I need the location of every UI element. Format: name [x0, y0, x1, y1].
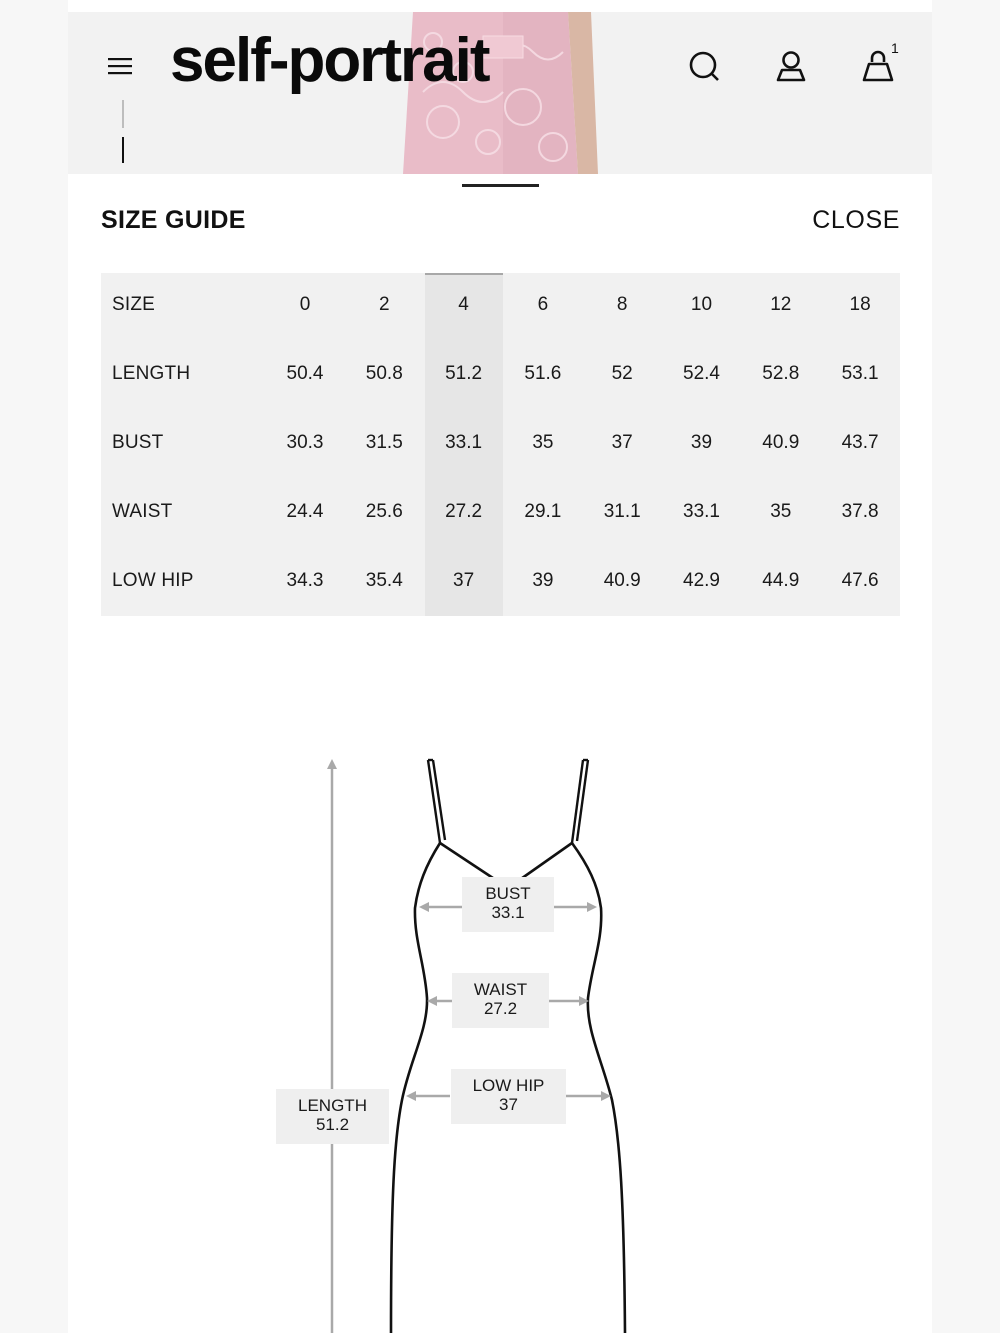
- row-label: BUST: [112, 432, 164, 453]
- bust-measure-label: BUST: [485, 884, 531, 903]
- length-measure-value: 51.2: [315, 1115, 350, 1134]
- table-cell: 31.1: [603, 501, 641, 522]
- menu-icon[interactable]: [106, 54, 134, 78]
- row-label: LOW HIP: [112, 570, 194, 591]
- table-cell: 51.2: [445, 363, 483, 384]
- row-label: SIZE: [112, 294, 156, 315]
- waist-measure-label: WAIST: [473, 980, 528, 999]
- table-row-waist: [101, 480, 900, 549]
- table-cell: 29.1: [524, 501, 562, 522]
- table-cell: 27.2: [445, 501, 483, 522]
- table-row-bust: [101, 411, 900, 480]
- hip-measure-value: 37: [499, 1095, 518, 1114]
- table-row-low-hip: [101, 549, 900, 618]
- brand-logo[interactable]: self-portrait: [170, 26, 489, 95]
- account-icon[interactable]: [773, 48, 809, 84]
- hip-measure-tag: [451, 1069, 566, 1124]
- gallery-scroll-indicator[interactable]: [122, 137, 124, 163]
- table-cell: 37: [453, 570, 475, 591]
- size-option[interactable]: 18: [849, 294, 871, 315]
- size-option[interactable]: 10: [690, 294, 713, 315]
- table-cell: 50.4: [286, 363, 324, 384]
- size-option[interactable]: 0: [299, 294, 311, 315]
- table-cell: 52.4: [683, 363, 720, 384]
- table-cell: 44.9: [762, 570, 800, 591]
- bust-measure-tag: [462, 877, 554, 932]
- table-cell: 40.9: [603, 570, 641, 591]
- sheet-drag-handle[interactable]: [462, 184, 539, 187]
- table-cell: 39: [690, 432, 713, 453]
- table-cell: 47.6: [841, 570, 879, 591]
- row-label: LENGTH: [112, 363, 191, 384]
- table-cell: 35: [770, 501, 792, 522]
- table-row-length: [101, 342, 900, 411]
- table-cell: 35: [532, 432, 554, 453]
- row-label: WAIST: [112, 501, 173, 522]
- table-cell: 30.3: [286, 432, 324, 453]
- table-cell: 37.8: [841, 501, 879, 522]
- cart-count-badge: 1: [891, 40, 899, 56]
- measurement-diagram: [0, 700, 1000, 1333]
- table-cell: 33.1: [683, 501, 720, 522]
- size-option[interactable]: 12: [770, 294, 792, 315]
- table-cell: 52: [611, 363, 633, 384]
- size-option[interactable]: 4: [458, 294, 469, 315]
- size-option[interactable]: 8: [616, 294, 628, 315]
- table-cell: 40.9: [762, 432, 800, 453]
- search-icon[interactable]: [686, 48, 722, 84]
- table-cell: 33.1: [445, 432, 483, 453]
- dress-straps: [428, 760, 588, 843]
- size-guide-title: SIZE GUIDE: [101, 206, 246, 234]
- table-cell: 37: [611, 432, 633, 453]
- table-cell: 53.1: [841, 363, 879, 384]
- close-button[interactable]: CLOSE: [812, 206, 900, 234]
- table-cell: 52.8: [762, 363, 800, 384]
- waist-measure-value: 27.2: [483, 999, 518, 1018]
- table-cell: 42.9: [683, 570, 720, 591]
- length-measure-label: LENGTH: [298, 1096, 367, 1115]
- table-cell: 39: [532, 570, 554, 591]
- hip-measure-label: LOW HIP: [472, 1076, 545, 1095]
- size-option[interactable]: 6: [537, 294, 549, 315]
- size-table: [101, 273, 900, 616]
- table-cell: 35.4: [365, 570, 403, 591]
- length-measure-tag: [276, 1089, 389, 1144]
- waist-measure-tag: [452, 973, 549, 1028]
- size-option[interactable]: 2: [379, 294, 390, 315]
- header: [68, 12, 932, 174]
- table-cell: 25.6: [365, 501, 403, 522]
- table-cell: 34.3: [286, 570, 324, 591]
- gallery-scroll-track: [122, 100, 124, 128]
- table-row-size: [101, 273, 900, 342]
- table-cell: 24.4: [286, 501, 324, 522]
- table-cell: 51.6: [524, 363, 562, 384]
- table-cell: 31.5: [365, 432, 403, 453]
- bust-measure-value: 33.1: [491, 903, 525, 922]
- table-cell: 50.8: [365, 363, 403, 384]
- table-cell: 43.7: [841, 432, 879, 453]
